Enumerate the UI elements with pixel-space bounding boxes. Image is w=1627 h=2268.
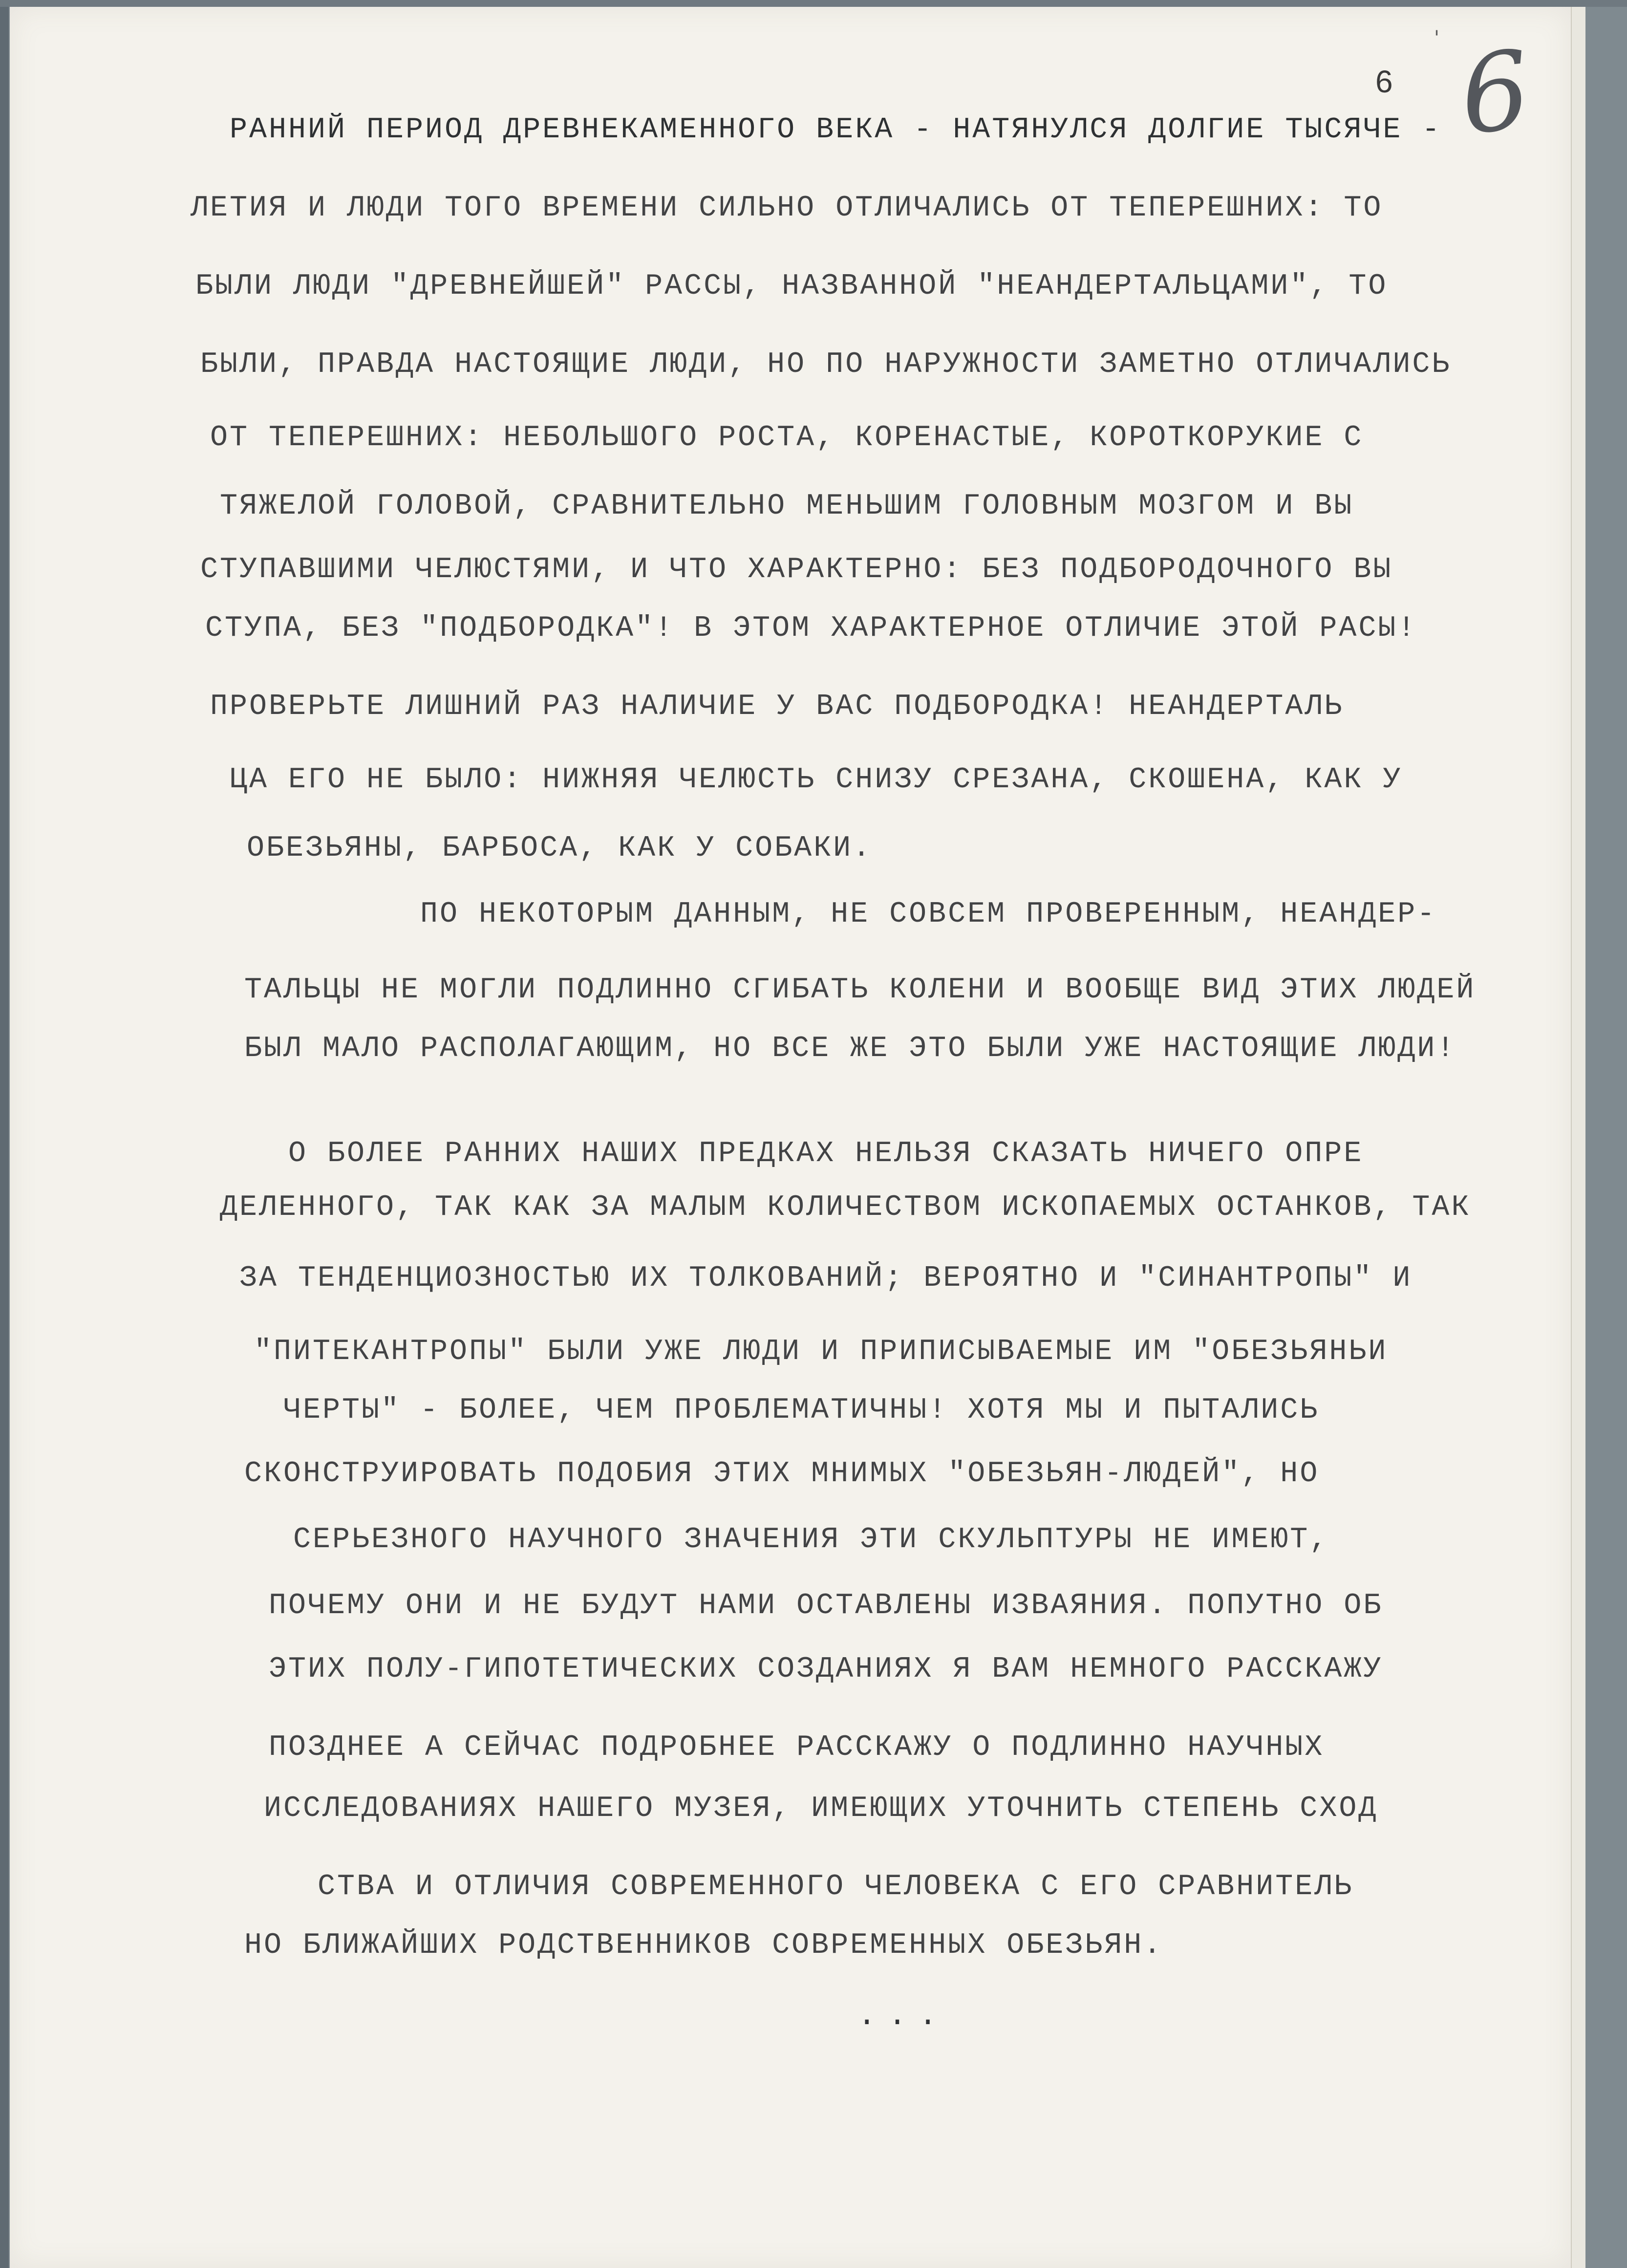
text-line-7: СТУПАВШИМИ ЧЕЛЮСТЯМИ, И ЧТО ХАРАКТЕРНО: БЕЗ ПОДБОРОДОЧНОГО ВЫ xyxy=(200,553,1393,586)
text-line-8: СТУПА, БЕЗ "ПОДБОРОДКА"! В ЭТОМ ХАРАКТЕРНОЕ ОТЛИЧИЕ ЭТОЙ РАСЫ! xyxy=(205,612,1417,645)
scanner-frame-top xyxy=(0,0,1627,7)
corner-mark: ' xyxy=(1434,27,1439,49)
text-line-26: СТВА И ОТЛИЧИЯ СОВРЕМЕННОГО ЧЕЛОВЕКА С ЕГО СРАВНИТЕЛЬ xyxy=(318,1870,1354,1903)
text-line-10: ЦА ЕГО НЕ БЫЛО: НИЖНЯЯ ЧЕЛЮСТЬ СНИЗУ СРЕЗАНА, СКОШЕНА, КАК У xyxy=(230,763,1403,797)
text-line-15: О БОЛЕЕ РАННИХ НАШИХ ПРЕДКАХ НЕЛЬЗЯ СКАЗАТЬ НИЧЕГО ОПРЕ xyxy=(288,1137,1364,1170)
text-line-13: ТАЛЬЦЫ НЕ МОГЛИ ПОДЛИННО СГИБАТЬ КОЛЕНИ И ВООБЩЕ ВИД ЭТИХ ЛЮДЕЙ xyxy=(244,973,1476,1007)
text-line-16: ДЕЛЕННОГО, ТАК КАК ЗА МАЛЫМ КОЛИЧЕСТВОМ ИСКОПАЕМЫХ ОСТАНКОВ, ТАК xyxy=(220,1191,1471,1224)
text-line-14: БЫЛ МАЛО РАСПОЛАГАЮЩИМ, НО ВСЕ ЖЕ ЭТО БЫЛИ УЖЕ НАСТОЯЩИЕ ЛЮДИ! xyxy=(244,1032,1456,1065)
text-line-5: ОТ ТЕПЕРЕШНИХ: НЕБОЛЬШОГО РОСТА, КОРЕНАСТЫЕ, КОРОТКОРУКИЕ С xyxy=(210,421,1364,454)
text-line-2: ЛЕТИЯ И ЛЮДИ ТОГО ВРЕМЕНИ СИЛЬНО ОТЛИЧАЛИСЬ ОТ ТЕПЕРЕШНИХ: ТО xyxy=(191,192,1383,225)
text-line-9: ПРОВЕРЬТЕ ЛИШНИЙ РАЗ НАЛИЧИЕ У ВАС ПОДБОРОДКА! НЕАНДЕРТАЛЬ xyxy=(210,690,1344,723)
scanner-frame-left xyxy=(0,0,9,2268)
text-line-22: ПОЧЕМУ ОНИ И НЕ БУДУТ НАМИ ОСТАВЛЕНЫ ИЗВАЯНИЯ. ПОПУТНО ОБ xyxy=(269,1589,1383,1622)
handwritten-page-number: 6 xyxy=(1455,27,1536,159)
text-line-21: СЕРЬЕЗНОГО НАУЧНОГО ЗНАЧЕНИЯ ЭТИ СКУЛЬПТУРЫ НЕ ИМЕЮТ, xyxy=(293,1523,1329,1556)
text-line-11: ОБЕЗЬЯНЫ, БАРБОСА, КАК У СОБАКИ. xyxy=(247,832,873,865)
text-line-20: СКОНСТРУИРОВАТЬ ПОДОБИЯ ЭТИХ МНИМЫХ "ОБЕЗЬЯН-ЛЮДЕЙ", НО xyxy=(244,1457,1320,1490)
text-line-23: ЭТИХ ПОЛУ-ГИПОТЕТИЧЕСКИХ СОЗДАНИЯХ Я ВАМ НЕМНОГО РАССКАЖУ xyxy=(269,1653,1383,1686)
typed-page-number: 6 xyxy=(1375,64,1393,99)
page-edge xyxy=(1571,7,1585,2268)
text-line-25: ИССЛЕДОВАНИЯХ НАШЕГО МУЗЕЯ, ИМЕЮЩИХ УТОЧНИТЬ СТЕПЕНЬ СХОД xyxy=(264,1792,1378,1825)
text-line-19: ЧЕРТЫ" - БОЛЕЕ, ЧЕМ ПРОБЛЕМАТИЧНЫ! ХОТЯ МЫ И ПЫТАЛИСЬ xyxy=(283,1394,1320,1427)
text-line-3: БЫЛИ ЛЮДИ "ДРЕВНЕЙШЕЙ" РАССЫ, НАЗВАННОЙ "НЕАНДЕРТАЛЬЦАМИ", ТО xyxy=(195,270,1388,303)
text-line-17: ЗА ТЕНДЕНЦИОЗНОСТЬЮ ИХ ТОЛКОВАНИЙ; ВЕРОЯТНО И "СИНАНТРОПЫ" И xyxy=(239,1262,1413,1295)
text-line-6: ТЯЖЕЛОЙ ГОЛОВОЙ, СРАВНИТЕЛЬНО МЕНЬШИМ ГОЛОВНЫМ МОЗГОМ И ВЫ xyxy=(220,490,1354,523)
text-line-4: БЫЛИ, ПРАВДА НАСТОЯЩИЕ ЛЮДИ, НО ПО НАРУЖНОСТИ ЗАМЕТНО ОТЛИЧАЛИСЬ xyxy=(200,348,1452,381)
text-line-27: НО БЛИЖАЙШИХ РОДСТВЕННИКОВ СОВРЕМЕННЫХ ОБЕЗЬЯН. xyxy=(244,1929,1163,1962)
text-line-1: РАННИЙ ПЕРИОД ДРЕВНЕКАМЕННОГО ВЕКА - НАТЯНУЛСЯ ДОЛГИЕ ТЫСЯЧЕ - xyxy=(230,113,1442,147)
text-line-18: "ПИТЕКАНТРОПЫ" БЫЛИ УЖЕ ЛЮДИ И ПРИПИСЫВАЕМЫЕ ИМ "ОБЕЗЬЯНЬИ xyxy=(254,1335,1388,1368)
text-line-12: ПО НЕКОТОРЫМ ДАННЫМ, НЕ СОВСЕМ ПРОВЕРЕННЫМ, НЕАНДЕР- xyxy=(420,898,1437,931)
text-line-24: ПОЗДНЕЕ А СЕЙЧАС ПОДРОБНЕЕ РАССКАЖУ О ПОДЛИННО НАУЧНЫХ xyxy=(269,1731,1325,1764)
ellipsis-marker: ... xyxy=(857,1999,949,2034)
